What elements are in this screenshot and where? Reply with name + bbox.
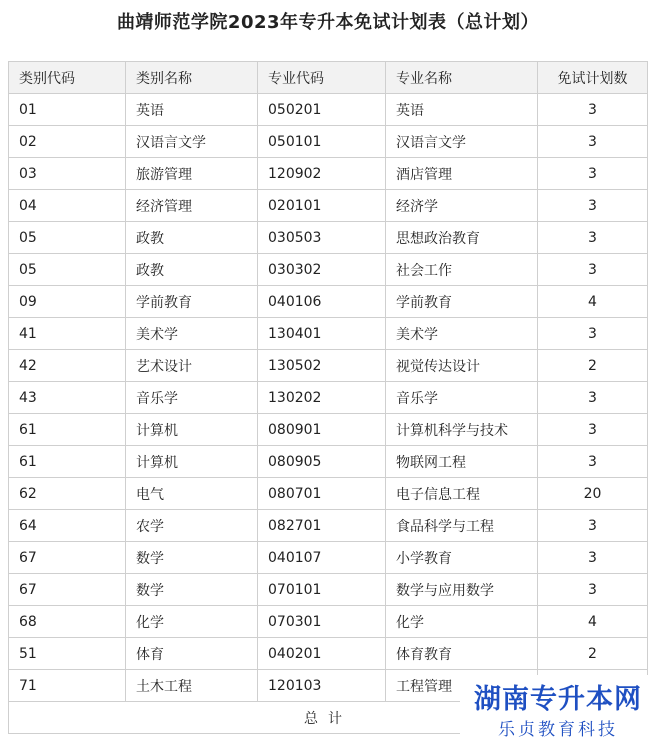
table-row (9, 190, 648, 222)
cell-category-name: 旅游管理 (126, 158, 258, 190)
cell-major-code: 130401 (258, 318, 386, 350)
cell-major-code: 040106 (258, 286, 386, 318)
cell-category-name: 音乐学 (126, 382, 258, 414)
cell-major-name: 物联网工程 (386, 446, 538, 478)
cell-plan-count: 3 (538, 190, 648, 222)
plan-table (8, 61, 648, 734)
cell-category-code: 01 (9, 94, 126, 126)
cell-category-name: 学前教育 (126, 286, 258, 318)
cell-major-name: 计算机科学与技术 (386, 414, 538, 446)
cell-major-code: 070301 (258, 606, 386, 638)
cell-category-name: 电气 (126, 478, 258, 510)
table-row (9, 638, 648, 670)
header-major-name: 专业名称 (386, 62, 538, 94)
cell-category-name: 经济管理 (126, 190, 258, 222)
cell-plan-count: 3 (538, 94, 648, 126)
cell-major-code: 070101 (258, 574, 386, 606)
table-row (9, 542, 648, 574)
cell-plan-count: 4 (538, 286, 648, 318)
cell-category-code: 61 (9, 414, 126, 446)
cell-plan-count: 3 (538, 574, 648, 606)
cell-category-name: 土木工程 (126, 670, 258, 702)
page-title: 曲靖师范学院2023年专升本免试计划表（总计划） (116, 12, 540, 33)
table-body (9, 94, 648, 734)
cell-category-name: 体育 (126, 638, 258, 670)
cell-category-name: 计算机 (126, 414, 258, 446)
table-header-row (9, 62, 648, 94)
cell-plan-count: 3 (538, 254, 648, 286)
cell-category-code: 43 (9, 382, 126, 414)
cell-category-name: 艺术设计 (126, 350, 258, 382)
cell-category-code: 42 (9, 350, 126, 382)
cell-category-name: 数学 (126, 574, 258, 606)
cell-major-code: 130202 (258, 382, 386, 414)
cell-category-code: 64 (9, 510, 126, 542)
cell-category-code: 68 (9, 606, 126, 638)
cell-major-code: 080701 (258, 478, 386, 510)
cell-major-code: 082701 (258, 510, 386, 542)
cell-major-name: 汉语言文学 (386, 126, 538, 158)
cell-category-code: 61 (9, 446, 126, 478)
cell-major-name: 酒店管理 (386, 158, 538, 190)
cell-category-code: 04 (9, 190, 126, 222)
table-row (9, 574, 648, 606)
cell-plan-count: 2 (538, 350, 648, 382)
cell-plan-count: 2 (538, 638, 648, 670)
cell-category-code: 62 (9, 478, 126, 510)
watermark-main-text: 湖南专升本网 (474, 684, 642, 715)
cell-major-name: 经济学 (386, 190, 538, 222)
header-category-code: 类别代码 (9, 62, 126, 94)
table-row (9, 510, 648, 542)
cell-plan-count: 3 (538, 382, 648, 414)
table-row (9, 286, 648, 318)
cell-plan-count: 3 (538, 414, 648, 446)
cell-major-name: 思想政治教育 (386, 222, 538, 254)
cell-major-code: 040107 (258, 542, 386, 574)
cell-category-code: 41 (9, 318, 126, 350)
cell-category-name: 农学 (126, 510, 258, 542)
table-row (9, 254, 648, 286)
table-row (9, 222, 648, 254)
table-row (9, 94, 648, 126)
table-row (9, 350, 648, 382)
cell-plan-count: 20 (538, 478, 648, 510)
watermark-logo (460, 675, 656, 740)
cell-major-code: 040201 (258, 638, 386, 670)
cell-category-code: 02 (9, 126, 126, 158)
cell-major-name: 工程管理 (386, 670, 538, 702)
cell-major-name: 电子信息工程 (386, 478, 538, 510)
cell-category-code: 51 (9, 638, 126, 670)
cell-category-code: 71 (9, 670, 126, 702)
cell-plan-count: 4 (538, 606, 648, 638)
table-row (9, 446, 648, 478)
cell-category-name: 政教 (126, 254, 258, 286)
cell-major-name: 音乐学 (386, 382, 538, 414)
cell-major-code: 080905 (258, 446, 386, 478)
cell-major-code: 050201 (258, 94, 386, 126)
cell-category-name: 美术学 (126, 318, 258, 350)
table-row (9, 414, 648, 446)
table-row (9, 318, 648, 350)
table-row (9, 158, 648, 190)
total-label: 总计 (9, 702, 648, 734)
cell-category-code: 03 (9, 158, 126, 190)
table-row (9, 382, 648, 414)
cell-major-name: 视觉传达设计 (386, 350, 538, 382)
cell-major-code: 120103 (258, 670, 386, 702)
cell-major-name: 体育教育 (386, 638, 538, 670)
cell-major-code: 080901 (258, 414, 386, 446)
cell-category-code: 09 (9, 286, 126, 318)
cell-category-name: 政教 (126, 222, 258, 254)
cell-major-code: 030302 (258, 254, 386, 286)
cell-category-code: 05 (9, 222, 126, 254)
table-row (9, 606, 648, 638)
cell-plan-count: 3 (538, 222, 648, 254)
cell-major-name: 英语 (386, 94, 538, 126)
cell-major-name: 社会工作 (386, 254, 538, 286)
cell-category-code: 67 (9, 574, 126, 606)
cell-major-code: 050101 (258, 126, 386, 158)
cell-major-name: 食品科学与工程 (386, 510, 538, 542)
cell-category-name: 化学 (126, 606, 258, 638)
cell-plan-count: 3 (538, 158, 648, 190)
cell-plan-count: 3 (538, 510, 648, 542)
cell-category-code: 05 (9, 254, 126, 286)
cell-major-code: 030503 (258, 222, 386, 254)
cell-category-name: 汉语言文学 (126, 126, 258, 158)
cell-major-name: 数学与应用数学 (386, 574, 538, 606)
cell-category-name: 英语 (126, 94, 258, 126)
cell-major-name: 学前教育 (386, 286, 538, 318)
cell-major-code: 120902 (258, 158, 386, 190)
cell-major-code: 130502 (258, 350, 386, 382)
cell-plan-count: 3 (538, 542, 648, 574)
header-category-name: 类别名称 (126, 62, 258, 94)
watermark-sub-text: 乐贞教育科技 (498, 720, 618, 740)
table-row (9, 478, 648, 510)
cell-major-name: 化学 (386, 606, 538, 638)
cell-major-name: 小学教育 (386, 542, 538, 574)
header-major-code: 专业代码 (258, 62, 386, 94)
header-plan-count: 免试计划数 (538, 62, 648, 94)
cell-plan-count: 3 (538, 318, 648, 350)
cell-category-name: 数学 (126, 542, 258, 574)
cell-plan-count: 3 (538, 446, 648, 478)
cell-plan-count: 3 (538, 126, 648, 158)
table-row (9, 126, 648, 158)
cell-major-code: 020101 (258, 190, 386, 222)
cell-category-code: 67 (9, 542, 126, 574)
cell-category-name: 计算机 (126, 446, 258, 478)
cell-major-name: 美术学 (386, 318, 538, 350)
